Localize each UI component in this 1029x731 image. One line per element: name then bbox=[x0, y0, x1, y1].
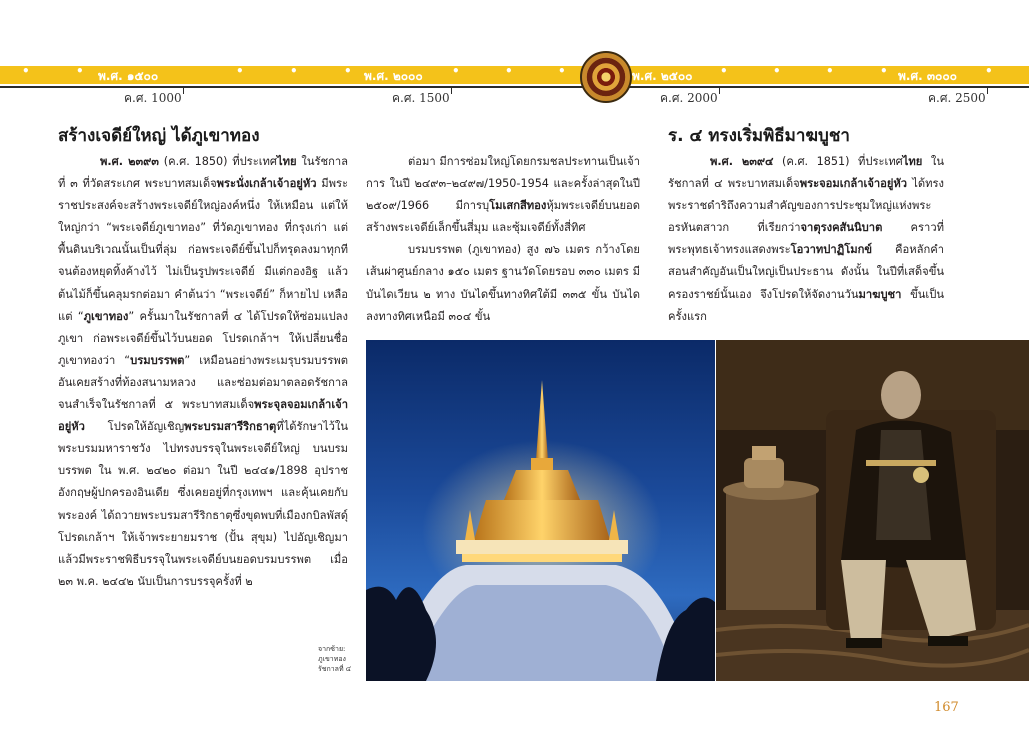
body-text: (ค.ศ. 1851) ที่ประเทศ bbox=[773, 155, 903, 168]
timeline-ce-label: ค.ศ. 1000 bbox=[124, 91, 182, 105]
timeline-ce-label: ค.ศ. 2000 bbox=[660, 91, 718, 105]
timeline-dot: • bbox=[22, 64, 30, 78]
timeline-ce-label: ค.ศ. 1500 bbox=[392, 91, 450, 105]
paragraph bbox=[58, 151, 348, 593]
emphasis-text: พระจอมเกล้าเจ้าอยู่หัว bbox=[799, 177, 908, 191]
timeline-dot: • bbox=[76, 64, 84, 78]
caption-line: รัชกาลที่ ๔ bbox=[318, 665, 352, 673]
emphasis-text: บรมบรรพต bbox=[130, 353, 185, 367]
paragraph bbox=[366, 151, 640, 239]
emphasis-text: พระนั่งเกล้าเจ้าอยู่หัว bbox=[216, 177, 317, 191]
emphasis-text: พระจุลจอมเกล้าเจ้าอยู่หัว bbox=[58, 398, 348, 434]
timeline-dot: • bbox=[344, 64, 352, 78]
article-column-2 bbox=[366, 151, 640, 328]
timeline-dot: • bbox=[452, 64, 460, 78]
body-text: ที่ได้รักษาไว้ในพระบรมมหาราชวัง ไปทรงบรรจุในพระเจดีย์ใหญ่ บนบรมบรรพต ใน พ.ศ. ๒๔๒๐ ต่อมา ในปี ๒๔๔๑/1898 อุปราชอังกฤษผู้ปกครองอินเดีย ซึ่งเคยอยู่ที่กรุงเทพฯ และคุ้นเคยกับพระองค์ ได้ถวายพระบรมสารีริกธาตุซึ่งขุดพบที่เมืองกบิลพัสดุ์ โปรดเกล้าฯ ให้เจ้าพระยายมราช (ปั้น สุขุม) ไปอัญเชิญมา แล้วมีพระราชพิธีบรรจุในพระเจดีย์บนยอดบรมบรรพต เมื่อ ๒๓ พ.ค. ๒๔๔๒ นับเป็นการบรรจุครั้งที่ ๒ bbox=[58, 420, 348, 588]
emphasis-text: พ.ศ. ๒๓๙๔ bbox=[710, 155, 774, 168]
body-text: มีพระราชประสงค์จะสร้างพระเจดีย์ใหญ่องค์หนึ่ง ให้เหมือน แต่ให้ใหญ่กว่า “พระเจดีย์ภูเขาทอง” ที่วัดภูเขาทอง ที่กรุงเก่า แต่พื้นดินบริเวณนั้นเป็นที่ลุ่ม ก่อพระเจดีย์ขึ้นไปก็ทรุดลงมาทุกที จนต้องหยุดทิ้งค้างไว้ ไม่เป็นรูปพระเจดีย์ มีแต่กองอิฐ แล้วต้นไม้ก็ขึ้นคลุมรกต่อมา คำต้นว่า “พระเจดีย์” ก็หายไป เหลือแต่ “ bbox=[58, 177, 349, 323]
king-rama-iv-portrait-photo bbox=[716, 340, 1029, 681]
body-text: คราวที่พระพุทธเจ้าทรงแสดงพระ bbox=[668, 221, 944, 257]
body-text: (ค.ศ. 1850) ที่ประเทศ bbox=[158, 155, 278, 168]
page-number: 167 bbox=[934, 700, 959, 715]
paragraph bbox=[668, 151, 944, 328]
caption-line: ภูเขาทอง bbox=[318, 655, 346, 663]
emphasis-text: มาฆบูชา bbox=[858, 287, 902, 301]
body-text: โปรดให้อัญเชิญ bbox=[84, 420, 185, 434]
timeline-be-label: พ.ศ. ๓๐๐๐ bbox=[898, 69, 957, 83]
emphasis-text: พระบรมสารีริกธาตุ bbox=[184, 420, 277, 434]
photo-caption bbox=[318, 644, 358, 674]
timeline-be-label: พ.ศ. ๒๐๐๐ bbox=[364, 69, 423, 83]
article-column-1 bbox=[58, 151, 348, 593]
emphasis-text: ไทย bbox=[277, 155, 297, 168]
timeline-dot: • bbox=[290, 64, 298, 78]
body-text: ในรัชกาลที่ ๔ พระบาทสมเด็จ bbox=[668, 155, 944, 191]
timeline-tick bbox=[451, 86, 452, 94]
timeline-tick bbox=[183, 86, 184, 94]
timeline-axis bbox=[0, 86, 1029, 88]
golden-mount-illustration bbox=[366, 340, 715, 681]
timeline-tick bbox=[987, 86, 988, 94]
body-text: ขึ้นเป็นครั้งแรก bbox=[668, 287, 944, 323]
timeline-tick bbox=[719, 86, 720, 94]
emphasis-text: ไทย bbox=[902, 155, 923, 168]
timeline-dot: • bbox=[720, 64, 728, 78]
dharma-wheel-medallion-icon bbox=[580, 51, 632, 103]
emphasis-text: พ.ศ. ๒๓๙๓ bbox=[100, 155, 159, 168]
timeline-be-label: พ.ศ. ๑๕๐๐ bbox=[98, 69, 159, 83]
golden-mount-photo bbox=[366, 340, 715, 681]
timeline-dot: • bbox=[773, 64, 781, 78]
article-column-3 bbox=[668, 151, 944, 328]
body-text: ในรัชกาลที่ ๓ ที่วัดสระเกศ พระบาทสมเด็จ bbox=[58, 155, 348, 191]
timeline-dot: • bbox=[236, 64, 244, 78]
body-text: ได้ทรงพระราชดำริถึงความสำคัญของการประชุมใหญ่แห่งพระอรหันตสาวก ที่เรียกว่า bbox=[668, 177, 945, 235]
body-text: ” ครั้นมาในรัชกาลที่ ๔ ได้โปรดให้ซ่อมแปลงภูเขา ก่อพระเจดีย์ขึ้นไว้บนยอด โปรดเกล้าฯ ให้เปลี่ยนชื่อภูเขาทองว่า “ bbox=[58, 309, 348, 367]
emphasis-text: โอวาทปาฏิโมกข์ bbox=[790, 243, 873, 257]
timeline-dot: • bbox=[880, 64, 888, 78]
timeline-ce-label: ค.ศ. 2500 bbox=[928, 91, 986, 105]
emphasis-text: โมเสกสีทอง bbox=[489, 199, 547, 213]
left-section-heading: สร้างเจดีย์ใหญ่ ได้ภูเขาทอง bbox=[58, 126, 260, 146]
paragraph: บรมบรรพต (ภูเขาทอง) สูง ๗๖ เมตร กว้างโดยเส้นผ่าศูนย์กลาง ๑๕๐ เมตร ฐานวัดโดยรอบ ๓๓๐ เมตร มีบันไดเวียน ๒ ทาง บันไดขึ้นทางทิศใต้มี ๓๓๕ ขั้น บันไดลงทางทิศเหนือมี ๓๐๔ ขั้น bbox=[366, 243, 640, 323]
timeline-dot: • bbox=[505, 64, 513, 78]
body-text: คือหลักคำสอนสำคัญอันเป็นใหญ่เป็นประธาน ดังนั้น ในปีที่เสด็จขึ้นครองราชย์นั้นเอง จึงโปรดให้จัดงานวัน bbox=[668, 243, 944, 301]
emphasis-text: ภูเขาทอง bbox=[83, 309, 129, 323]
timeline-be-label: พ.ศ. ๒๕๐๐ bbox=[632, 69, 693, 83]
body-text: ” เหมือนอย่างพระเมรุบรมบรรพตอันเคยสร้างที่ท้องสนามหลวง และซ่อมต่อมาตลอดรัชกาล จนสำเร็จในรัชกาลที่ ๕ พระบาทสมเด็จ bbox=[58, 353, 348, 412]
timeline-dot: • bbox=[985, 64, 993, 78]
body-text: ต่อมา มีการซ่อมใหญ่โดยกรมชลประทานเป็นเจ้าการ ในปี ๒๔๙๓–๒๔๙๗/1950-1954 และครั้งล่าสุดในปี ๒๕๐๙/1966 มีการบุ bbox=[366, 155, 640, 213]
portrait-illustration bbox=[716, 340, 1029, 681]
body-text: หุ้มพระเจดีย์บนยอด สร้างพระเจดีย์เล็กขึ้นสี่มุม และซุ้มเจดีย์ทั้งสี่ทิศ bbox=[366, 199, 640, 235]
right-section-heading: ร. ๔ ทรงเริ่มพิธีมาฆบูชา bbox=[668, 126, 850, 146]
timeline-dot: • bbox=[558, 64, 566, 78]
caption-line: จากซ้าย: bbox=[318, 645, 346, 653]
emphasis-text: จาตุรงคสันนิบาต bbox=[800, 221, 883, 235]
timeline-dot: • bbox=[826, 64, 834, 78]
